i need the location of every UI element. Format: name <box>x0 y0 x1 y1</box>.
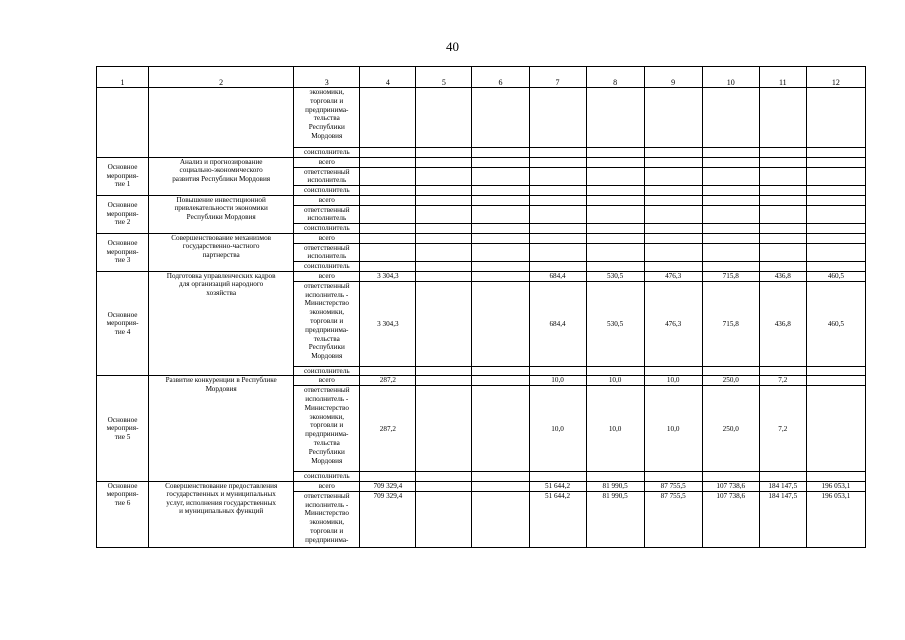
value-cell: 196 053,1 <box>806 481 865 491</box>
value-cell: 87 755,5 <box>644 491 702 547</box>
value-cell: 709 329,4 <box>360 481 416 491</box>
measure-4-desc: Подготовка управленческих кадров для организаций народного хозяйства <box>149 271 294 376</box>
col-header: 7 <box>529 67 586 88</box>
table-row <box>97 195 866 205</box>
value-cell: 81 990,5 <box>586 481 644 491</box>
measure-1-desc: Анализ и прогнозирование социально-экономического развития Республики Мордовия <box>149 157 294 195</box>
col-header: 4 <box>360 67 416 88</box>
value-cell: 476,3 <box>644 271 702 281</box>
row-label-soisp: соисполнитель <box>294 262 360 272</box>
value-cell: 715,8 <box>702 281 759 366</box>
header-row <box>97 67 866 88</box>
value-cell: 184 147,5 <box>759 481 806 491</box>
value-cell: 10,0 <box>529 386 586 472</box>
value-cell: 196 053,1 <box>806 491 865 547</box>
row-label-otv: ответственный исполнитель <box>294 243 360 262</box>
col-header: 12 <box>806 67 865 88</box>
row-label-soisp: соисполнитель <box>294 148 360 158</box>
col-header: 1 <box>97 67 149 88</box>
value-cell: 10,0 <box>644 386 702 472</box>
row-label-otv: ответственный исполнитель <box>294 167 360 186</box>
row-label-soisp: соисполнитель <box>294 186 360 196</box>
measure-6-label: Основное мероприя- тие 6 <box>97 481 149 547</box>
measure-2-label: Основное мероприя- тие 2 <box>97 195 149 233</box>
col-header: 9 <box>644 67 702 88</box>
row-label-soisp: соисполнитель <box>294 472 360 482</box>
col-header: 2 <box>149 67 294 88</box>
col-header: 8 <box>586 67 644 88</box>
row-label-soisp: соисполнитель <box>294 224 360 234</box>
table-row <box>97 481 866 491</box>
budget-table <box>96 66 866 548</box>
row-label-vsego: всего <box>294 481 360 491</box>
executor-cell: экономики, торговли и предпринима- тельства Республики Мордовия <box>294 88 360 148</box>
value-cell: 715,8 <box>702 271 759 281</box>
value-cell: 107 738,6 <box>702 481 759 491</box>
col-header: 6 <box>472 67 529 88</box>
value-cell: 460,5 <box>806 281 865 366</box>
measure-5-desc: Развитие конкуренции в Республике Мордовия <box>149 376 294 482</box>
col-header: 3 <box>294 67 360 88</box>
executor-cell: ответственный исполнитель - Министерство экономики, торговли и предпринима- <box>294 491 360 547</box>
row-label-soisp: соисполнитель <box>294 366 360 376</box>
row-label-vsego: всего <box>294 157 360 167</box>
measure-4-label: Основное мероприя- тие 4 <box>97 271 149 376</box>
value-cell: 10,0 <box>529 376 586 386</box>
row-label-vsego: всего <box>294 233 360 243</box>
col-header: 11 <box>759 67 806 88</box>
value-cell: 436,8 <box>759 271 806 281</box>
value-cell: 184 147,5 <box>759 491 806 547</box>
value-cell: 436,8 <box>759 281 806 366</box>
value-cell: 530,5 <box>586 271 644 281</box>
value-cell: 7,2 <box>759 376 806 386</box>
value-cell: 684,4 <box>529 281 586 366</box>
value-cell: 530,5 <box>586 281 644 366</box>
value-cell: 287,2 <box>360 376 416 386</box>
value-cell: 3 304,3 <box>360 281 416 366</box>
executor-cell: ответственный исполнитель - Министерство экономики, торговли и предпринима- тельства Республики Мордовия <box>294 281 360 366</box>
col-header: 5 <box>416 67 472 88</box>
executor-cell: ответственный исполнитель - Министерство экономики, торговли и предпринима- тельства Республики Мордовия <box>294 386 360 472</box>
measure-5-label: Основное мероприя- тие 5 <box>97 376 149 482</box>
measure-2-desc: Повышение инвестиционной привлекательности экономики Республики Мордовия <box>149 195 294 233</box>
table-row <box>97 233 866 243</box>
row-label-vsego: всего <box>294 271 360 281</box>
value-cell: 7,2 <box>759 386 806 472</box>
value-cell: 3 304,3 <box>360 271 416 281</box>
value-cell: 684,4 <box>529 271 586 281</box>
value-cell: 709 329,4 <box>360 491 416 547</box>
row-label-vsego: всего <box>294 376 360 386</box>
value-cell: 10,0 <box>586 376 644 386</box>
value-cell: 51 644,2 <box>529 491 586 547</box>
value-cell: 10,0 <box>586 386 644 472</box>
row-label-otv: ответственный исполнитель <box>294 205 360 224</box>
col-header: 10 <box>702 67 759 88</box>
measure-1-label: Основное мероприя- тие 1 <box>97 157 149 195</box>
value-cell: 81 990,5 <box>586 491 644 547</box>
value-cell: 250,0 <box>702 376 759 386</box>
value-cell: 250,0 <box>702 386 759 472</box>
value-cell: 287,2 <box>360 386 416 472</box>
value-cell: 87 755,5 <box>644 481 702 491</box>
table-row <box>97 376 866 386</box>
table-row <box>97 88 866 148</box>
value-cell: 107 738,6 <box>702 491 759 547</box>
measure-6-desc: Совершенствование предоставления государственных и муниципальных услуг, исполнения государственных и муниципальных функций <box>149 481 294 547</box>
page-number: 40 <box>446 39 459 54</box>
value-cell: 10,0 <box>644 376 702 386</box>
value-cell: 476,3 <box>644 281 702 366</box>
value-cell: 460,5 <box>806 271 865 281</box>
value-cell: 51 644,2 <box>529 481 586 491</box>
table-row <box>97 157 866 167</box>
measure-3-desc: Совершенствование механизмов государственно-частного партнерства <box>149 233 294 271</box>
measure-3-label: Основное мероприя- тие 3 <box>97 233 149 271</box>
table-row <box>97 271 866 281</box>
row-label-vsego: всего <box>294 195 360 205</box>
